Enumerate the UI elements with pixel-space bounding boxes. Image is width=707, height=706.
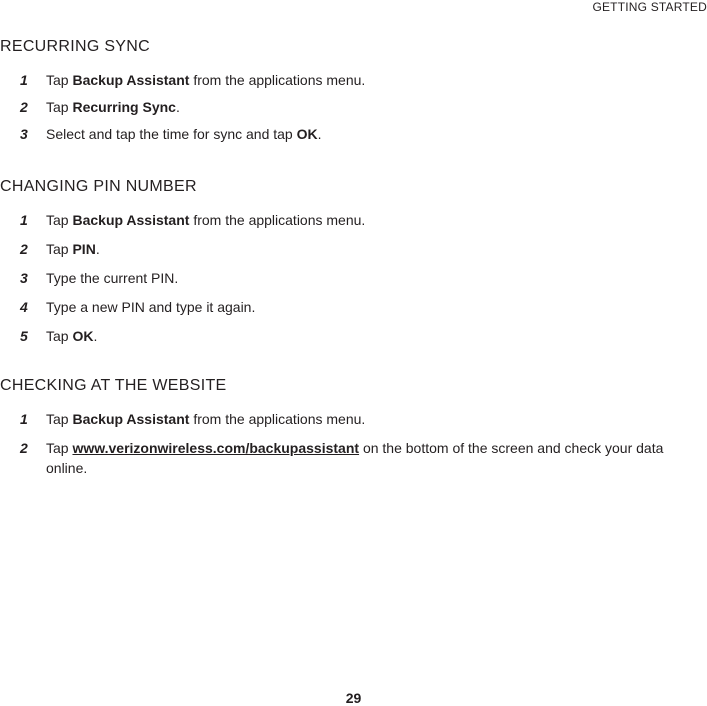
step-item <box>0 326 707 346</box>
section-heading: CHANGING PIN NUMBER <box>0 178 197 195</box>
step-text: Type a new PIN and type it again. <box>46 299 256 315</box>
step-text: Tap <box>46 241 73 257</box>
step-number: 3 <box>20 270 28 286</box>
step-text: Tap <box>46 411 73 427</box>
step-text: Tap <box>46 72 73 88</box>
ui-term: PIN <box>72 241 96 257</box>
step-text: Tap <box>46 212 73 228</box>
step-text: on the bottom of the screen and check your data online. <box>46 440 664 476</box>
step-item <box>0 268 707 288</box>
step-item <box>0 70 707 90</box>
page-number: 29 <box>345 690 362 706</box>
step-number: 3 <box>20 126 28 142</box>
step-number: 2 <box>20 99 28 115</box>
section-changing-pin <box>0 178 707 346</box>
step-number: 1 <box>20 212 28 228</box>
section-heading: RECURRING SYNC <box>0 38 150 55</box>
step-text: . <box>95 241 100 257</box>
section-recurring-sync <box>0 38 707 144</box>
ui-term: Backup Assistant <box>72 411 190 427</box>
ui-term: OK <box>72 328 94 344</box>
section-heading: CHECKING AT THE WEBSITE <box>0 377 227 394</box>
step-text: from the applications menu. <box>189 212 366 228</box>
step-text: . <box>175 99 180 115</box>
step-text: Select and tap the time for sync and tap <box>46 126 297 142</box>
step-text: . <box>317 126 322 142</box>
step-item <box>0 97 707 117</box>
step-item <box>0 297 707 317</box>
step-text: from the applications menu. <box>189 72 366 88</box>
step-text: Type the current PIN. <box>46 270 179 286</box>
step-item <box>0 438 707 478</box>
step-number: 2 <box>20 241 28 257</box>
ui-term: OK <box>296 126 318 142</box>
step-item <box>0 124 707 144</box>
step-number: 4 <box>20 299 28 315</box>
ui-term: Backup Assistant <box>72 212 190 228</box>
step-text: from the applications menu. <box>189 411 366 427</box>
running-header: GETTING STARTED <box>592 0 707 14</box>
step-item <box>0 210 707 230</box>
section-checking-website <box>0 377 707 478</box>
step-text: Tap <box>46 440 73 456</box>
step-number: 2 <box>20 440 28 456</box>
step-text: Tap <box>46 328 73 344</box>
ui-term: Backup Assistant <box>72 72 190 88</box>
step-item <box>0 239 707 259</box>
step-number: 1 <box>20 72 28 88</box>
step-item <box>0 409 707 429</box>
ui-term: Recurring Sync <box>72 99 176 115</box>
step-number: 5 <box>20 328 28 344</box>
step-text: . <box>93 328 98 344</box>
step-number: 1 <box>20 411 28 427</box>
step-text: Tap <box>46 99 73 115</box>
website-link[interactable]: www.verizonwireless.com/backupassistant <box>72 440 360 456</box>
